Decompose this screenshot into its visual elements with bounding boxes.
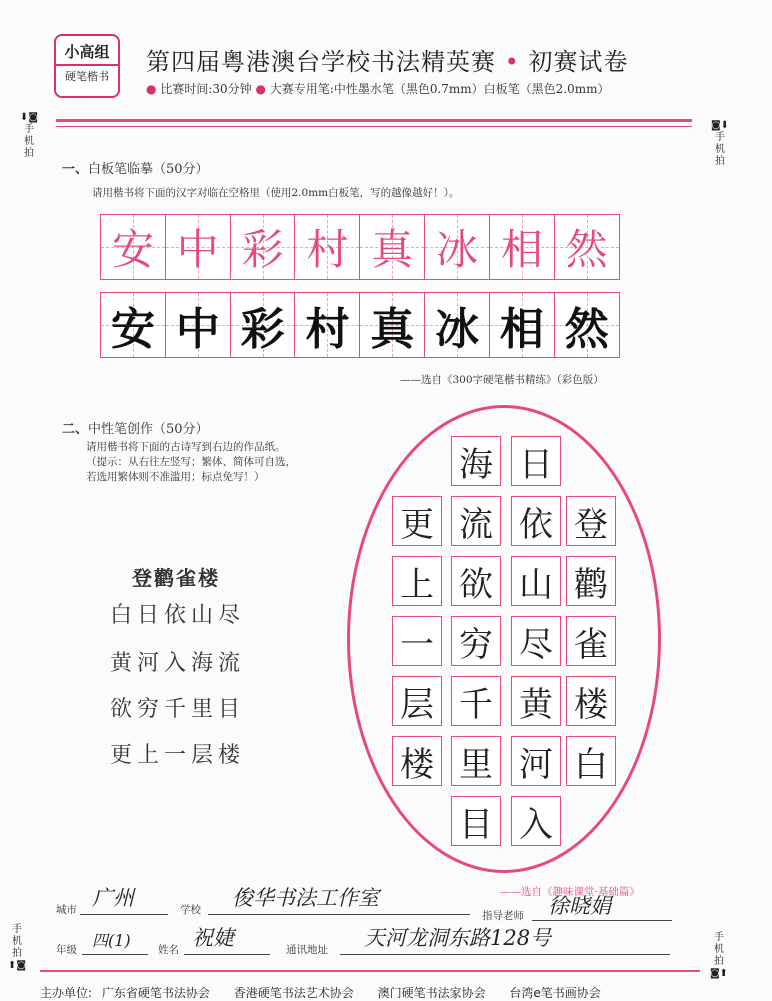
work-cell: 楼 bbox=[392, 736, 442, 786]
model-character-row bbox=[100, 214, 619, 280]
grade-value[interactable]: 四(1) bbox=[92, 931, 131, 950]
work-cell: 登 bbox=[566, 496, 616, 546]
section1-heading: 一、白板笔临摹（50分） bbox=[62, 162, 209, 177]
copy-cell[interactable]: 冰 bbox=[424, 292, 490, 358]
host-org: 台湾e笔书画协会 bbox=[509, 986, 601, 1000]
work-cell: 海 bbox=[451, 436, 501, 486]
work-cell: 流 bbox=[451, 496, 501, 546]
copy-cell[interactable]: 安 bbox=[100, 292, 166, 358]
school-value[interactable]: 俊华书法工作室 bbox=[232, 886, 379, 910]
model-cell: 村 bbox=[294, 214, 360, 280]
copy-cell[interactable]: 彩 bbox=[230, 292, 296, 358]
section2-heading: 二、中性笔创作（50分） bbox=[62, 422, 209, 437]
host-org: 广东省硬笔书法协会 bbox=[101, 986, 210, 1000]
poem-line: 更上一层楼 bbox=[110, 743, 246, 768]
camera-up-arrow-icon: ◙⬆ bbox=[709, 968, 729, 979]
work-cell: 黄 bbox=[511, 676, 561, 726]
work-cell: 一 bbox=[392, 616, 442, 666]
logo bbox=[54, 34, 120, 98]
work-cell: 依 bbox=[511, 496, 561, 546]
poem-line: 欲穷千里目 bbox=[110, 697, 246, 722]
work-cell: 千 bbox=[451, 676, 501, 726]
work-cell: 里 bbox=[451, 736, 501, 786]
photo-mark-bottom-right bbox=[704, 932, 734, 980]
school-underline bbox=[208, 914, 470, 915]
work-cell: 尽 bbox=[511, 616, 561, 666]
model-cell: 真 bbox=[359, 214, 425, 280]
copy-cell[interactable]: 然 bbox=[554, 292, 620, 358]
teacher-value[interactable]: 徐晓娟 bbox=[548, 894, 611, 918]
address-label: 通讯地址 bbox=[286, 944, 328, 956]
copy-cell[interactable]: 中 bbox=[165, 292, 231, 358]
exam-info bbox=[146, 80, 610, 97]
section1-instruction: 请用楷书将下面的汉字对临在空格里（使用2.0mm白板笔，写的越像越好！）。 bbox=[92, 187, 460, 199]
photo-mark-top-left bbox=[14, 112, 44, 160]
phone-photo-label: 手机拍 bbox=[24, 124, 34, 159]
section2-source: ——选自《趣味课堂·基础篇》 bbox=[500, 886, 640, 898]
page-title bbox=[146, 42, 628, 77]
copy-character-row bbox=[100, 292, 619, 358]
work-cell: 欲 bbox=[451, 556, 501, 606]
work-cell: 上 bbox=[392, 556, 442, 606]
photo-mark-bottom-left bbox=[2, 924, 32, 972]
header-divider-thin bbox=[56, 126, 692, 127]
work-cell: 河 bbox=[511, 736, 561, 786]
host-org: 澳门硬笔书法家协会 bbox=[377, 986, 486, 1000]
phone-photo-label: 手机拍 bbox=[714, 932, 724, 967]
teacher-underline bbox=[532, 920, 672, 921]
phone-photo-label: 手机拍 bbox=[12, 924, 22, 959]
copy-cell[interactable]: 村 bbox=[294, 292, 360, 358]
section1-source: ——选自《300字硬笔楷书精练》（彩色版） bbox=[400, 374, 604, 386]
model-cell: 冰 bbox=[424, 214, 490, 280]
poem-title: 登鹳雀楼 bbox=[132, 566, 220, 590]
model-cell: 中 bbox=[165, 214, 231, 280]
bullet-icon: ● bbox=[255, 82, 266, 96]
model-cell: 彩 bbox=[230, 214, 296, 280]
exam-pen: 大赛专用笔:中性墨水笔（黑色0.7mm）白板笔（黑色2.0mm） bbox=[269, 82, 610, 96]
model-cell: 安 bbox=[100, 214, 166, 280]
teacher-label: 指导老师 bbox=[482, 910, 524, 922]
work-cell: 白 bbox=[566, 736, 616, 786]
section2-instructions: 请用楷书将下面的古诗写到右边的作品纸。 （提示：从右往左竖写；繁体、简体可自选， 若选用繁体则不准滥用；标点免写！） bbox=[86, 441, 296, 483]
copy-cell[interactable]: 相 bbox=[489, 292, 555, 358]
city-underline bbox=[80, 914, 168, 915]
work-cell: 日 bbox=[511, 436, 561, 486]
work-cell: 层 bbox=[392, 676, 442, 726]
exam-time: 比赛时间:30分钟 bbox=[160, 82, 252, 96]
bullet-icon: ● bbox=[146, 82, 157, 96]
grade-label: 年级 bbox=[56, 944, 77, 956]
school-label: 学校 bbox=[180, 904, 201, 916]
name-value[interactable]: 祝婕 bbox=[192, 926, 234, 950]
up-arrow-camera-icon: ⬆◙ bbox=[7, 960, 27, 971]
phone-photo-label: 手机拍 bbox=[715, 132, 725, 167]
title-main: 第四届粤港澳台学校书法精英赛 bbox=[146, 48, 496, 76]
title-dot: • bbox=[504, 48, 529, 76]
logo-category-label: 硬笔楷书 bbox=[65, 70, 109, 83]
work-cell: 目 bbox=[451, 796, 501, 846]
poem-line: 白日依山尽 bbox=[110, 603, 246, 628]
name-label: 姓名 bbox=[158, 944, 179, 956]
work-cell: 雀 bbox=[566, 616, 616, 666]
camera-down-arrow-icon: ◙⬇ bbox=[710, 120, 730, 131]
grade-underline bbox=[82, 954, 148, 955]
model-cell: 然 bbox=[554, 214, 620, 280]
city-label: 城市 bbox=[56, 904, 77, 916]
address-value[interactable]: 天河龙洞东路128号 bbox=[364, 926, 552, 950]
work-cell: 更 bbox=[392, 496, 442, 546]
host-label: 主办单位: bbox=[40, 986, 93, 1000]
copy-cell[interactable]: 真 bbox=[359, 292, 425, 358]
photo-mark-top-right bbox=[704, 120, 736, 168]
host-org: 香港硬笔书法艺术协会 bbox=[233, 986, 354, 1000]
city-value[interactable]: 广州 bbox=[92, 886, 134, 910]
work-cell: 山 bbox=[511, 556, 561, 606]
work-cell: 穷 bbox=[451, 616, 501, 666]
work-cell: 鹳 bbox=[566, 556, 616, 606]
down-arrow-camera-icon: ⬇◙ bbox=[19, 112, 39, 123]
footer-hosts bbox=[40, 984, 621, 1001]
address-underline bbox=[340, 954, 670, 955]
work-cell: 楼 bbox=[566, 676, 616, 726]
logo-group-label: 小高组 bbox=[56, 40, 118, 66]
title-suffix: 初赛试卷 bbox=[528, 48, 629, 76]
poem-line: 黄河入海流 bbox=[110, 651, 246, 676]
work-cell: 入 bbox=[511, 796, 561, 846]
name-underline bbox=[184, 954, 270, 955]
header-divider-thick bbox=[56, 119, 692, 122]
footer-divider bbox=[40, 970, 700, 972]
model-cell: 相 bbox=[489, 214, 555, 280]
